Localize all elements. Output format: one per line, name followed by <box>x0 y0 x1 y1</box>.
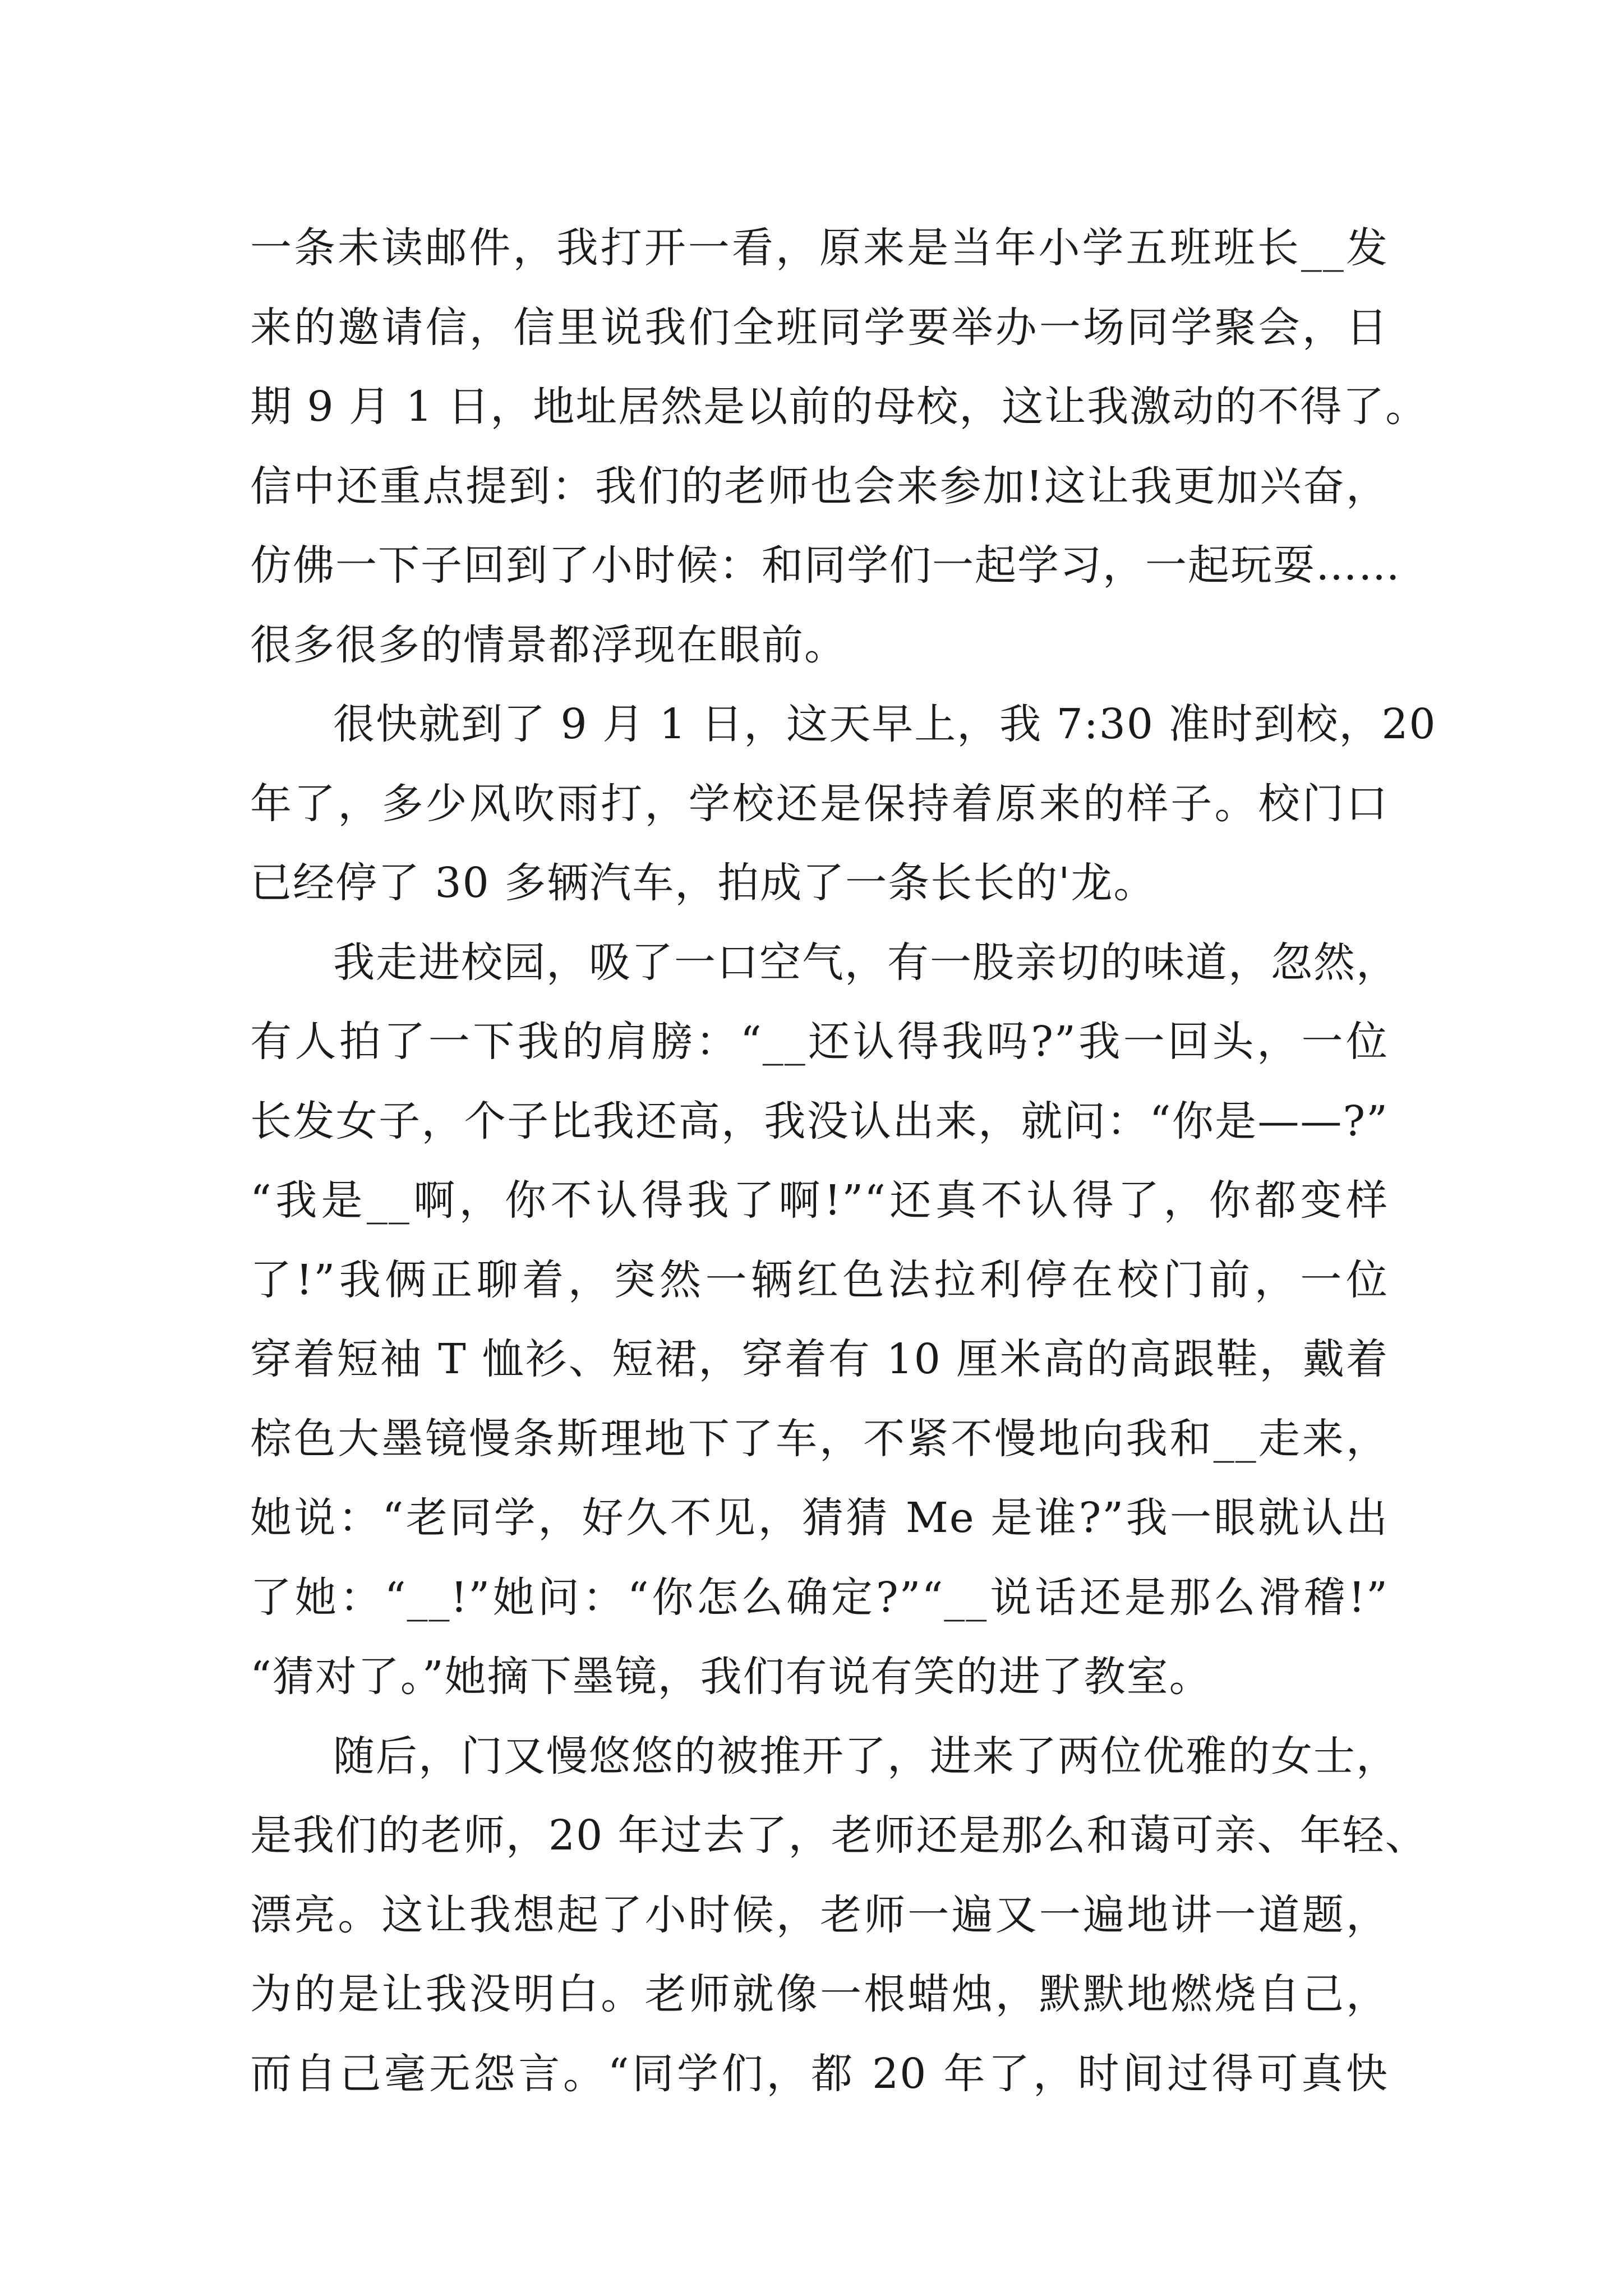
paragraph-2 <box>250 685 1437 923</box>
text-line: 穿着短袖 T 恤衫、短裙，穿着有 10 厘米高的高跟鞋，戴着 <box>250 1335 1389 1383</box>
text-line: 很多很多的情景都浮现在眼前。 <box>250 620 847 669</box>
text-line: 随后，门又慢悠悠的被推开了，进来了两位优雅的女士， <box>333 1732 1399 1780</box>
text-line: 已经停了 30 多辆汽车，拍成了一条长长的'龙。 <box>250 859 1156 907</box>
text-line: 而自己毫无怨言。“同学们，都 20 年了，时间过得可真快 <box>250 2049 1389 2098</box>
text-line: 了她：“__!”她问：“你怎么确定?”“__说话还是那么滑稽!” <box>250 1573 1389 1622</box>
text-line: 一条未读邮件，我打开一看，原来是当年小学五班班长__发 <box>250 224 1389 272</box>
text-line: 为的是让我没明白。老师就像一根蜡烛，默默地燃烧自己， <box>250 1970 1389 2018</box>
text-line: 了!”我俩正聊着，突然一辆红色法拉利停在校门前，一位 <box>250 1255 1389 1304</box>
text-line: “猜对了。”她摘下墨镜，我们有说有笑的进了教室。 <box>250 1653 1212 1701</box>
text-line: 我走进校园，吸了一口空气，有一股亲切的味道，忽然， <box>333 938 1399 987</box>
text-line: 来的邀请信，信里说我们全班同学要举办一场同学聚会，日 <box>250 303 1389 352</box>
paragraph-3 <box>250 923 1399 1717</box>
text-line: 是我们的老师，20 年过去了，老师还是那么和蔼可亲、年轻、 <box>250 1811 1428 1860</box>
text-line: 漂亮。这让我想起了小时候，老师一遍又一遍地讲一道题， <box>250 1890 1389 1939</box>
text-line: 期 9 月 1 日，地址居然是以前的母校，这让我激动的不得了。 <box>250 383 1428 431</box>
text-line: 年了，多少风吹雨打，学校还是保持着原来的样子。校门口 <box>250 779 1389 828</box>
text-line: 仿佛一下子回到了小时候：和同学们一起学习，一起玩耍…… <box>250 541 1401 590</box>
text-line: 很快就到了 9 月 1 日，这天早上，我 7:30 准时到校，20 <box>333 700 1437 748</box>
text-line: 她说：“老同学，好久不见，猜猜 Me 是谁?”我一眼就认出 <box>250 1494 1389 1542</box>
paragraph-1 <box>250 209 1428 685</box>
paragraph-4 <box>250 1717 1428 2114</box>
document-body <box>250 209 1437 2114</box>
text-line: 信中还重点提到：我们的老师也会来参加!这让我更加兴奋， <box>250 462 1389 510</box>
text-line: 有人拍了一下我的肩膀：“__还认得我吗?”我一回头，一位 <box>250 1018 1389 1066</box>
text-line: 棕色大墨镜慢条斯理地下了车，不紧不慢地向我和__走来， <box>250 1414 1389 1463</box>
text-line: 长发女子，个子比我还高，我没认出来，就问：“你是——?” <box>250 1097 1389 1145</box>
text-line: “我是__啊，你不认得我了啊!”“还真不认得了，你都变样 <box>250 1176 1389 1225</box>
